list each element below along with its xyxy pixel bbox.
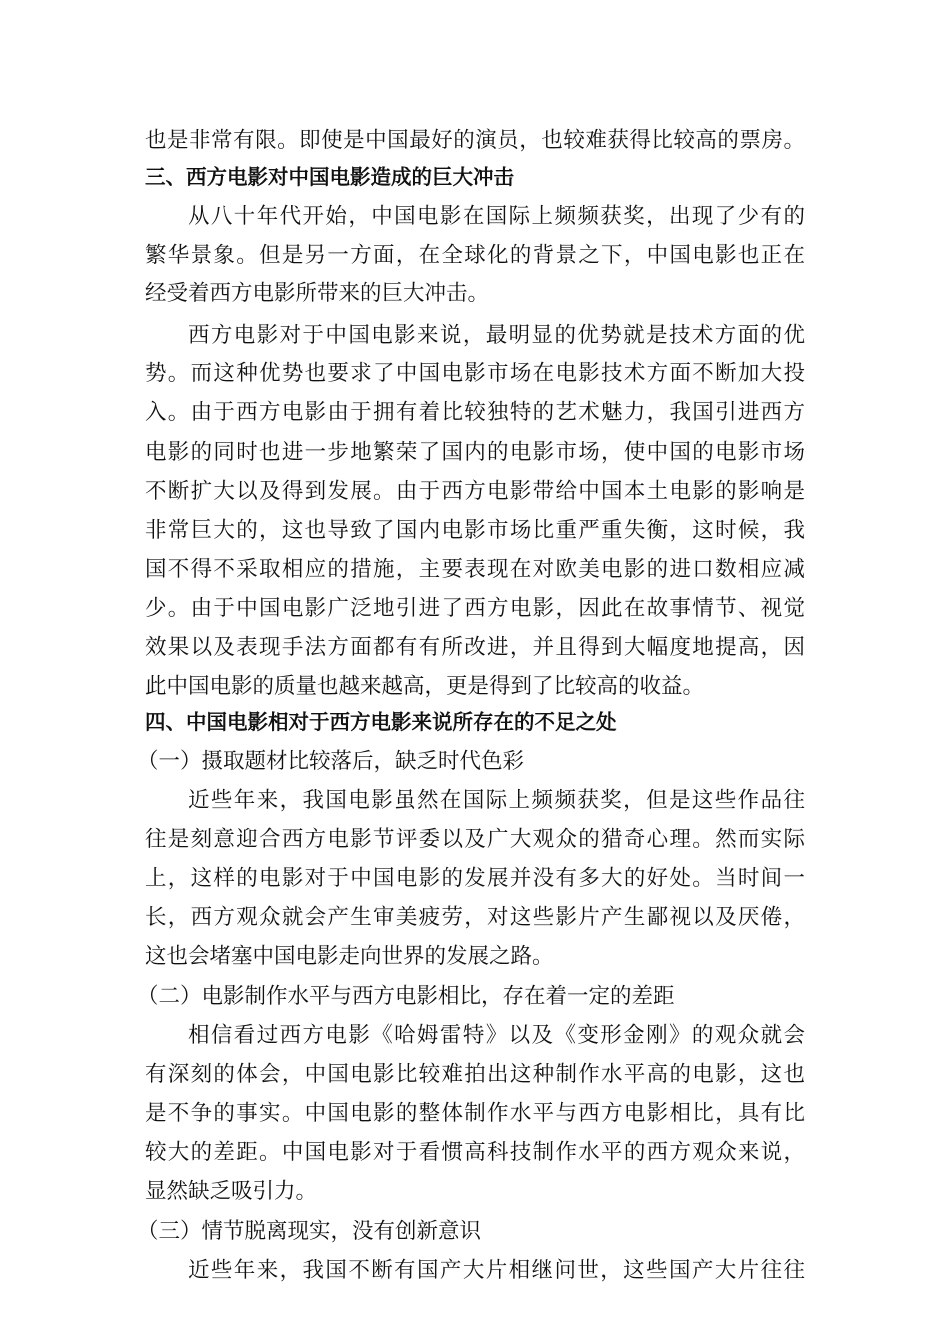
subsection-heading-2: （二）电影制作水平与西方电影相比，存在着一定的差距 [137, 984, 675, 1009]
subsection-heading-3: （三）情节脱离现实，没有创新意识 [137, 1219, 482, 1244]
paragraph-line: 长，西方观众就会产生审美疲劳，对这些影片产生鄙视以及厌倦， [145, 905, 805, 930]
paragraph-line: 相信看过西方电影《哈姆雷特》以及《变形金刚》的观众就会 [188, 1023, 805, 1048]
paragraph-line: 非常巨大的，这也导致了国内电影市场比重严重失衡，这时候，我 [145, 518, 805, 543]
paragraph-line: 西方电影对于中国电影来说，最明显的优势就是技术方面的优 [188, 323, 805, 348]
paragraph-line: 繁华景象。但是另一方面，在全球化的背景之下，中国电影也正在 [145, 243, 805, 268]
paragraph-line: 往是刻意迎合西方电影节评委以及广大观众的猎奇心理。然而实际 [145, 827, 805, 852]
section-heading-4: 四、中国电影相对于西方电影来说所存在的不足之处 [145, 710, 617, 734]
paragraph-line: 此中国电影的质量也越来越高，更是得到了比较高的收益。 [145, 674, 705, 699]
paragraph-line: 上，这样的电影对于中国电影的发展并没有多大的好处。当时间一 [145, 866, 805, 891]
paragraph-line: 不断扩大以及得到发展。由于西方电影带给中国本土电影的影响是 [145, 479, 805, 504]
paragraph-line: 国不得不采取相应的措施，主要表现在对欧美电影的进口数相应减 [145, 557, 805, 582]
paragraph-line: 效果以及表现手法方面都有有所改进，并且得到大幅度地提高，因 [145, 635, 805, 660]
paragraph-line: 较大的差距。中国电影对于看惯高科技制作水平的西方观众来说， [145, 1140, 805, 1165]
paragraph-line: 入。由于西方电影由于拥有着比较独特的艺术魅力，我国引进西方 [145, 400, 805, 425]
section-heading-3: 三、西方电影对中国电影造成的巨大冲击 [145, 165, 514, 189]
subsection-heading-1: （一）摄取题材比较落后，缺乏时代色彩 [137, 749, 525, 774]
paragraph-line: 势。而这种优势也要求了中国电影市场在电影技术方面不断加大投 [145, 361, 805, 386]
paragraph-line: 有深刻的体会，中国电影比较难拍出这种制作水平高的电影，这也 [145, 1062, 805, 1087]
paragraph-line: 电影的同时也进一步地繁荣了国内的电影市场，使中国的电影市场 [145, 440, 805, 465]
paragraph-line: 近些年来，我国电影虽然在国际上频频获奖，但是这些作品往 [188, 788, 805, 813]
paragraph-line: 从八十年代开始，中国电影在国际上频频获奖，出现了少有的 [188, 204, 805, 229]
paragraph-line: 少。由于中国电影广泛地引进了西方电影，因此在故事情节、视觉 [145, 596, 805, 621]
paragraph-line: 显然缺乏吸引力。 [145, 1179, 318, 1204]
paragraph-line: 是不争的事实。中国电影的整体制作水平与西方电影相比，具有比 [145, 1101, 805, 1126]
paragraph-line: 经受着西方电影所带来的巨大冲击。 [145, 281, 490, 306]
paragraph-line: 也是非常有限。即使是中国最好的演员，也较难获得比较高的票房。 [145, 128, 805, 153]
paragraph-line: 近些年来，我国不断有国产大片相继问世，这些国产大片往往 [188, 1258, 805, 1283]
paragraph-line: 这也会堵塞中国电影走向世界的发展之路。 [145, 944, 554, 969]
